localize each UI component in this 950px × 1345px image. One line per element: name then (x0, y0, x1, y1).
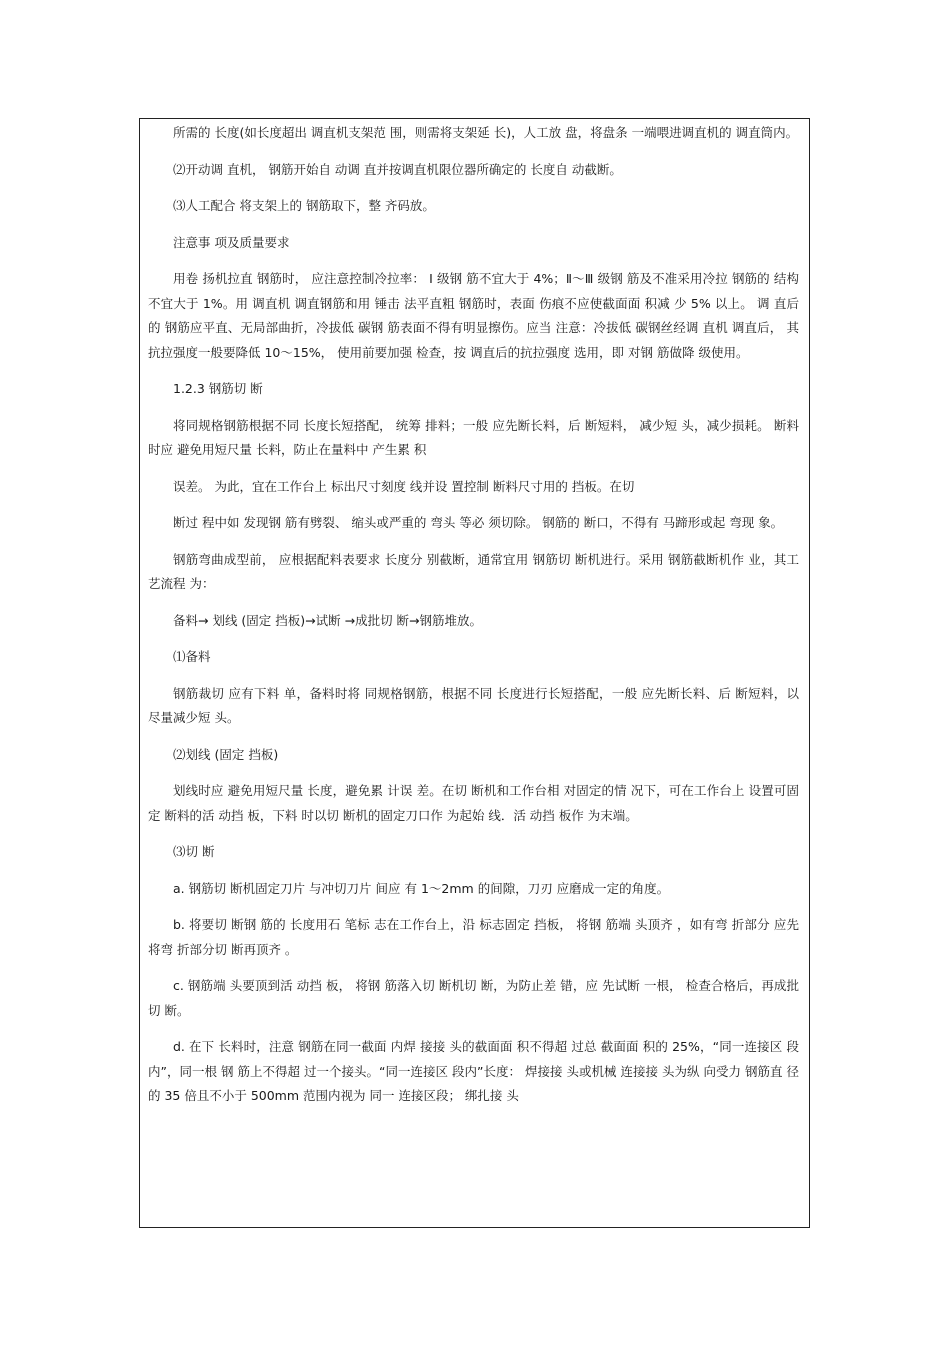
paragraph-straightener-feed: 所需的 长度(如长度超出 调直机支架范 围，则需将支架延 长)，人工放 盘，将盘条 一端喂进调直机的 调直筒内。 (173, 125, 799, 140)
list-item-c: c. 钢筋端 头要顶到活 动挡 板， 将钢 筋落入切 断机切 断，为防止差 错，应 先试断 一根， 检查合格后，再成批切 断。 (148, 978, 799, 1018)
paragraph-scale-marking: 误差。 为此，宜在工作台上 标出尺寸刻度 线并设 置控制 断料尺寸用的 挡板。在切 (173, 478, 635, 494)
step-heading-preparation: ⑴备料 (173, 649, 211, 664)
step-heading-cutting: ⑶切 断 (173, 844, 215, 859)
paragraph-process-flow: 备料→ 划线 (固定 挡板)→试断 →成批切 断→钢筋堆放。 (173, 612, 483, 628)
paragraph-cold-draw-rate: 用卷 扬机拉直 钢筋时， 应注意控制冷拉率： Ⅰ 级钢 筋不宜大于 4%；Ⅱ～Ⅲ 级钢 筋及不准采用冷拉 钢筋的 结构 不宜大于 1%。用 调直机 调直钢筋和用 锤击 法平直粗 钢筋时，表面 伤痕不应使截面面 积减 少 5% 以上。 调 直后的 钢筋应平直、无局部曲折，冷拔低 碳钢 筋表面不得有明显擦伤。应当 注意：冷拔低 碳钢丝经调 直机 调直后， 其抗拉强度一般要降低 10～15%， 使用前要加强 检查，按 调直后的抗拉强度 选用，即 对钢 筋做降 级使用。 (148, 271, 799, 360)
paragraph-manual-stacking: ⑶人工配合 将支架上的 钢筋取下，整 齐码放。 (173, 198, 435, 213)
document-content (148, 121, 799, 1121)
paragraph-length-matching: 将同规格钢筋根据不同 长度长短搭配， 统筹 排料；一般 应先断长料，后 断短料， 减少短 头，减少损耗。 断料时应 避免用短尺量 长料，防止在量料中 产生累 积 (148, 417, 799, 457)
document-frame (139, 118, 810, 1228)
list-item-a: a. 钢筋切 断机固定刀片 与冲切刀片 间应 有 1～2mm 的间隙，刀刃 应磨成一定的角度。 (173, 880, 670, 896)
paragraph-cutting-machine: 钢筋弯曲成型前， 应根据配料表要求 长度分 别截断，通常宜用 钢筋切 断机进行。采用 钢筋截断机作 业，其工 艺流程 为： (148, 551, 799, 591)
list-item-d: d. 在下 长料时，注意 钢筋在同一截面 内焊 接接 头的截面面 积不得超 过总 截面面 积的 25%，“同一连接区 段内”，同一根 钢 筋上不得超 过一个接头。“同一连接区 段内”长度： 焊接接 头或机械 连接接 头为纵 向受力 钢筋直 径的 35 倍且不小于 500mm 范围内视为 同一 连接区段； 绑扎接 头 (148, 1039, 799, 1103)
paragraph-start-straightener: ⑵开动调 直机， 钢筋开始自 动调 直并按调直机限位器所确定的 长度自 动截断。 (173, 161, 622, 177)
step-heading-marking: ⑵划线 (固定 挡板) (173, 746, 279, 762)
section-heading-quality: 注意事 项及质量要求 (173, 234, 290, 250)
paragraph-defect-removal: 断过 程中如 发现钢 筋有劈裂、 缩头或严重的 弯头 等必 须切除。 钢筋的 断口，不得有 马蹄形或起 弯现 象。 (173, 515, 784, 530)
paragraph-preparation: 钢筋裁切 应有下料 单，备料时将 同规格钢筋，根据不同 长度进行长短搭配，一般 应先断长料、后 断短料，以 尽量减少短 头。 (148, 685, 799, 725)
section-heading-cutting: 1.2.3 钢筋切 断 (173, 381, 263, 396)
paragraph-marking: 划线时应 避免用短尺量 长度，避免累 计误 差。在切 断机和工作台相 对固定的情 况下，可在工作台上 设置可固定 断料的活 动挡 板，下料 时以切 断机的固定刀口作 为起始 线．活 动挡 板作 为末端。 (148, 783, 799, 823)
list-item-b: b. 将要切 断钢 筋的 长度用石 笔标 志在工作台上，沿 标志固定 挡板， 将钢 筋端 头顶齐 ，如有弯 折部分 应先将弯 折部分切 断再顶齐 。 (148, 917, 799, 957)
